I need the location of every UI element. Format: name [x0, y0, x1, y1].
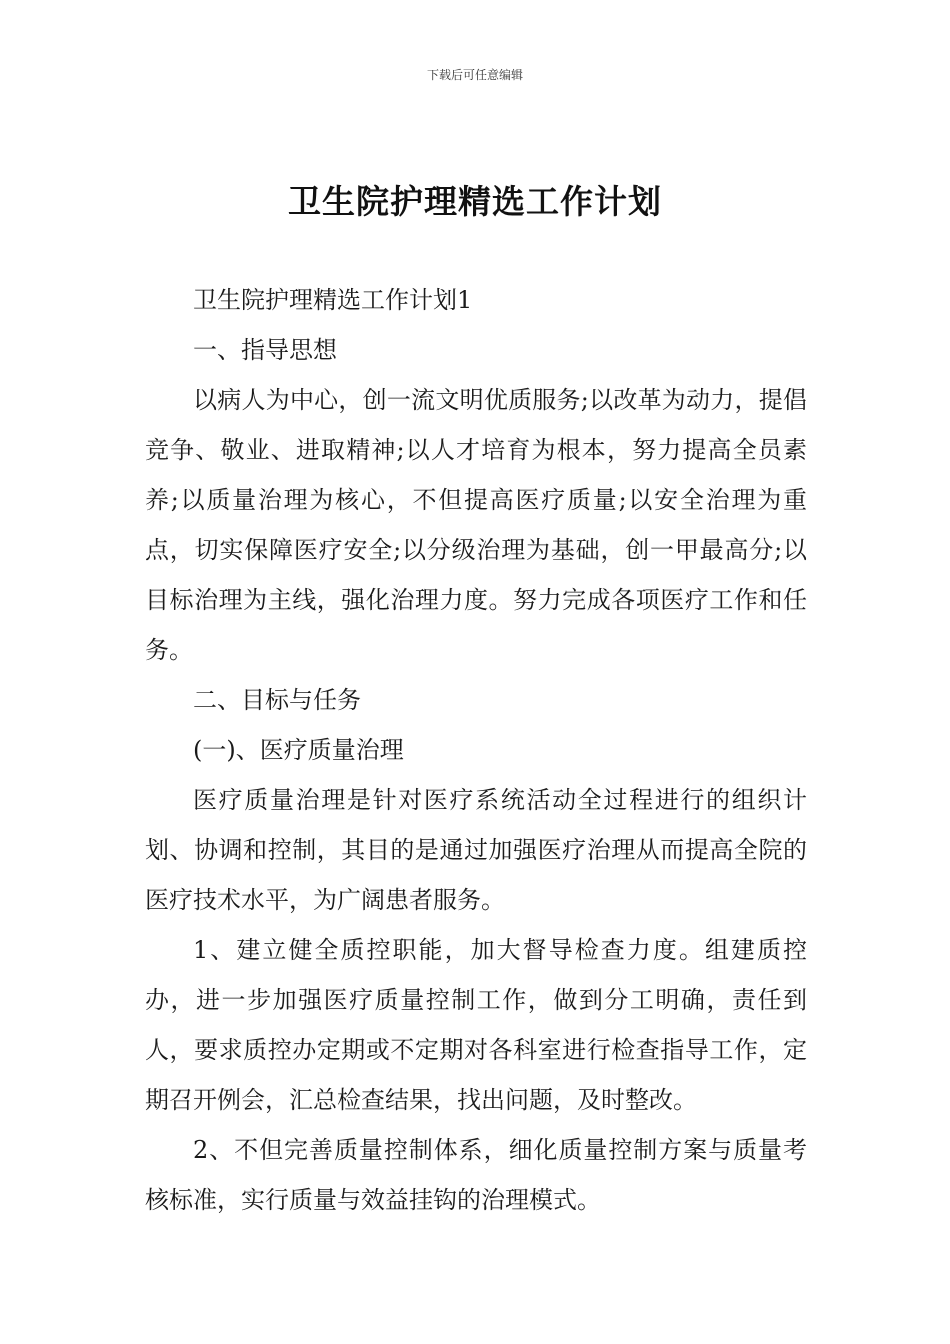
subsection-heading-quality-management: (一)、医疗质量治理 [193, 736, 404, 764]
paragraph-item-1: 1、建立健全质控职能，加大督导检查力度。组建质控办，进一步加强医疗质量控制工作，做到分工明确，责任到人，要求质控办定期或不定期对各科室进行检查指导工作，定期召开例会，汇总检查结果，找出问题，及时整改。 [145, 936, 807, 1114]
paragraph-item-2: 2、不但完善质量控制体系，细化质量控制方案与质量考核标准，实行质量与效益挂钩的治理模式。 [145, 1136, 807, 1214]
document-title: 卫生院护理精选工作计划 [288, 182, 662, 221]
section-heading-guiding-ideology: 一、指导思想 [193, 336, 337, 364]
section-heading-goals-tasks: 二、目标与任务 [193, 686, 361, 714]
section-heading-plan-1: 卫生院护理精选工作计划1 [193, 286, 473, 314]
paragraph-guiding-ideology: 以病人为中心，创一流文明优质服务;以改革为动力，提倡竞争、敬业、进取精神;以人才培育为根本，努力提高全员素养;以质量治理为核心，不但提高医疗质量;以安全治理为重点，切实保障医疗安全;以分级治理为基础，创一甲最高分;以目标治理为主线，强化治理力度。努力完成各项医疗工作和任务。 [145, 386, 807, 664]
header-note: 下载后可任意编辑 [426, 68, 523, 82]
document-body [145, 275, 807, 1225]
paragraph-quality-management: 医疗质量治理是针对医疗系统活动全过程进行的组织计划、协调和控制，其目的是通过加强医疗治理从而提高全院的医疗技术水平，为广阔患者服务。 [145, 786, 807, 914]
